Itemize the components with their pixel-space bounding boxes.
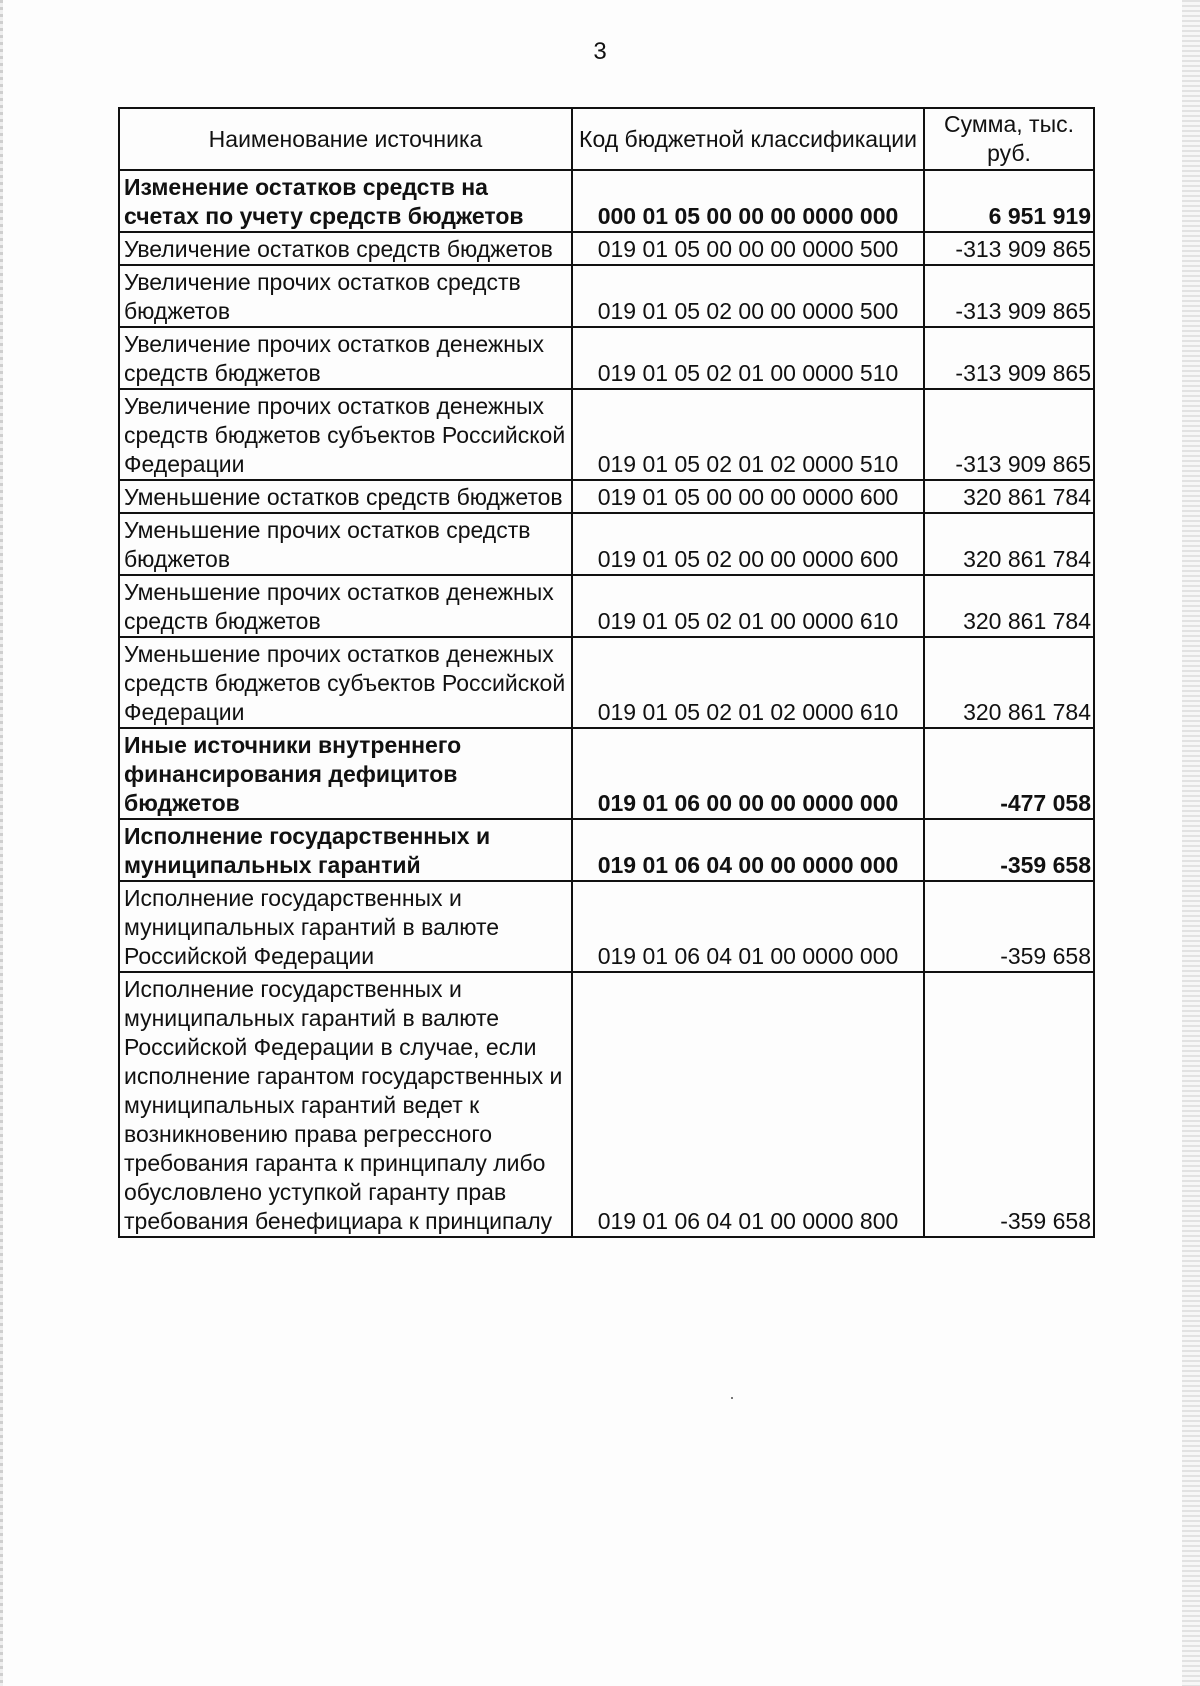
cell-amount: -359 658	[924, 881, 1094, 972]
cell-source-name: Уменьшение прочих остатков денежных средств бюджетов	[119, 575, 572, 637]
table-row	[119, 170, 1094, 232]
scan-edge-left	[0, 0, 3, 1686]
cell-source-name: Исполнение государственных и муниципальных гарантий в валюте Российской Федерации	[119, 881, 572, 972]
cell-budget-code: 019 01 05 00 00 00 0000 500	[572, 232, 924, 265]
cell-amount: 320 861 784	[924, 480, 1094, 513]
cell-source-name: Уменьшение прочих остатков денежных средств бюджетов субъектов Российской Федерации	[119, 637, 572, 728]
cell-source-name: Увеличение прочих остатков средств бюджетов	[119, 265, 572, 327]
table-row	[119, 265, 1094, 327]
table-row	[119, 728, 1094, 819]
table-row	[119, 327, 1094, 389]
scan-speck	[731, 1397, 733, 1399]
cell-amount: -313 909 865	[924, 327, 1094, 389]
cell-amount: -359 658	[924, 819, 1094, 881]
cell-source-name: Исполнение государственных и муниципальных гарантий в валюте Российской Федерации в случае, если исполнение гарантом государственных и муниципальных гарантий ведет к возникновению права регрессного требования гаранта к принципалу либо обусловлено уступкой гаранту прав требования бенефициара к принципалу	[119, 972, 572, 1237]
cell-source-name: Увеличение прочих остатков денежных средств бюджетов	[119, 327, 572, 389]
budget-sources-table	[118, 107, 1095, 1238]
table-body	[119, 170, 1094, 1237]
cell-source-name: Иные источники внутреннего финансирования дефицитов бюджетов	[119, 728, 572, 819]
scan-edge-right	[1182, 0, 1200, 1686]
table-row	[119, 819, 1094, 881]
cell-budget-code: 019 01 05 02 01 00 0000 510	[572, 327, 924, 389]
header-source-name: Наименование источника	[119, 108, 572, 170]
header-budget-code: Код бюджетной классификации	[572, 108, 924, 170]
cell-budget-code: 019 01 06 04 01 00 0000 800	[572, 972, 924, 1237]
page-number: 3	[593, 38, 607, 65]
cell-amount: -313 909 865	[924, 265, 1094, 327]
cell-budget-code: 019 01 05 02 00 00 0000 500	[572, 265, 924, 327]
cell-budget-code: 000 01 05 00 00 00 0000 000	[572, 170, 924, 232]
cell-amount: -313 909 865	[924, 232, 1094, 265]
cell-source-name: Увеличение прочих остатков денежных средств бюджетов субъектов Российской Федерации	[119, 389, 572, 480]
cell-source-name: Увеличение остатков средств бюджетов	[119, 232, 572, 265]
table-header-row	[119, 108, 1094, 170]
cell-budget-code: 019 01 06 04 01 00 0000 000	[572, 881, 924, 972]
cell-source-name: Изменение остатков средств на счетах по учету средств бюджетов	[119, 170, 572, 232]
cell-amount: -313 909 865	[924, 389, 1094, 480]
cell-amount: 320 861 784	[924, 575, 1094, 637]
table-row	[119, 881, 1094, 972]
cell-source-name: Исполнение государственных и муниципальных гарантий	[119, 819, 572, 881]
cell-budget-code: 019 01 05 00 00 00 0000 600	[572, 480, 924, 513]
cell-budget-code: 019 01 06 04 00 00 0000 000	[572, 819, 924, 881]
cell-budget-code: 019 01 05 02 01 02 0000 510	[572, 389, 924, 480]
cell-amount: 6 951 919	[924, 170, 1094, 232]
cell-budget-code: 019 01 05 02 00 00 0000 600	[572, 513, 924, 575]
table-row	[119, 389, 1094, 480]
cell-source-name: Уменьшение прочих остатков средств бюджетов	[119, 513, 572, 575]
header-amount: Сумма, тыс. руб.	[924, 108, 1094, 170]
cell-budget-code: 019 01 05 02 01 02 0000 610	[572, 637, 924, 728]
table-row	[119, 637, 1094, 728]
table-row	[119, 513, 1094, 575]
table-row	[119, 972, 1094, 1237]
cell-amount: 320 861 784	[924, 513, 1094, 575]
table-row	[119, 232, 1094, 265]
cell-amount: 320 861 784	[924, 637, 1094, 728]
table-row	[119, 480, 1094, 513]
cell-amount: -359 658	[924, 972, 1094, 1237]
cell-budget-code: 019 01 05 02 01 00 0000 610	[572, 575, 924, 637]
cell-amount: -477 058	[924, 728, 1094, 819]
cell-budget-code: 019 01 06 00 00 00 0000 000	[572, 728, 924, 819]
table-row	[119, 575, 1094, 637]
cell-source-name: Уменьшение остатков средств бюджетов	[119, 480, 572, 513]
